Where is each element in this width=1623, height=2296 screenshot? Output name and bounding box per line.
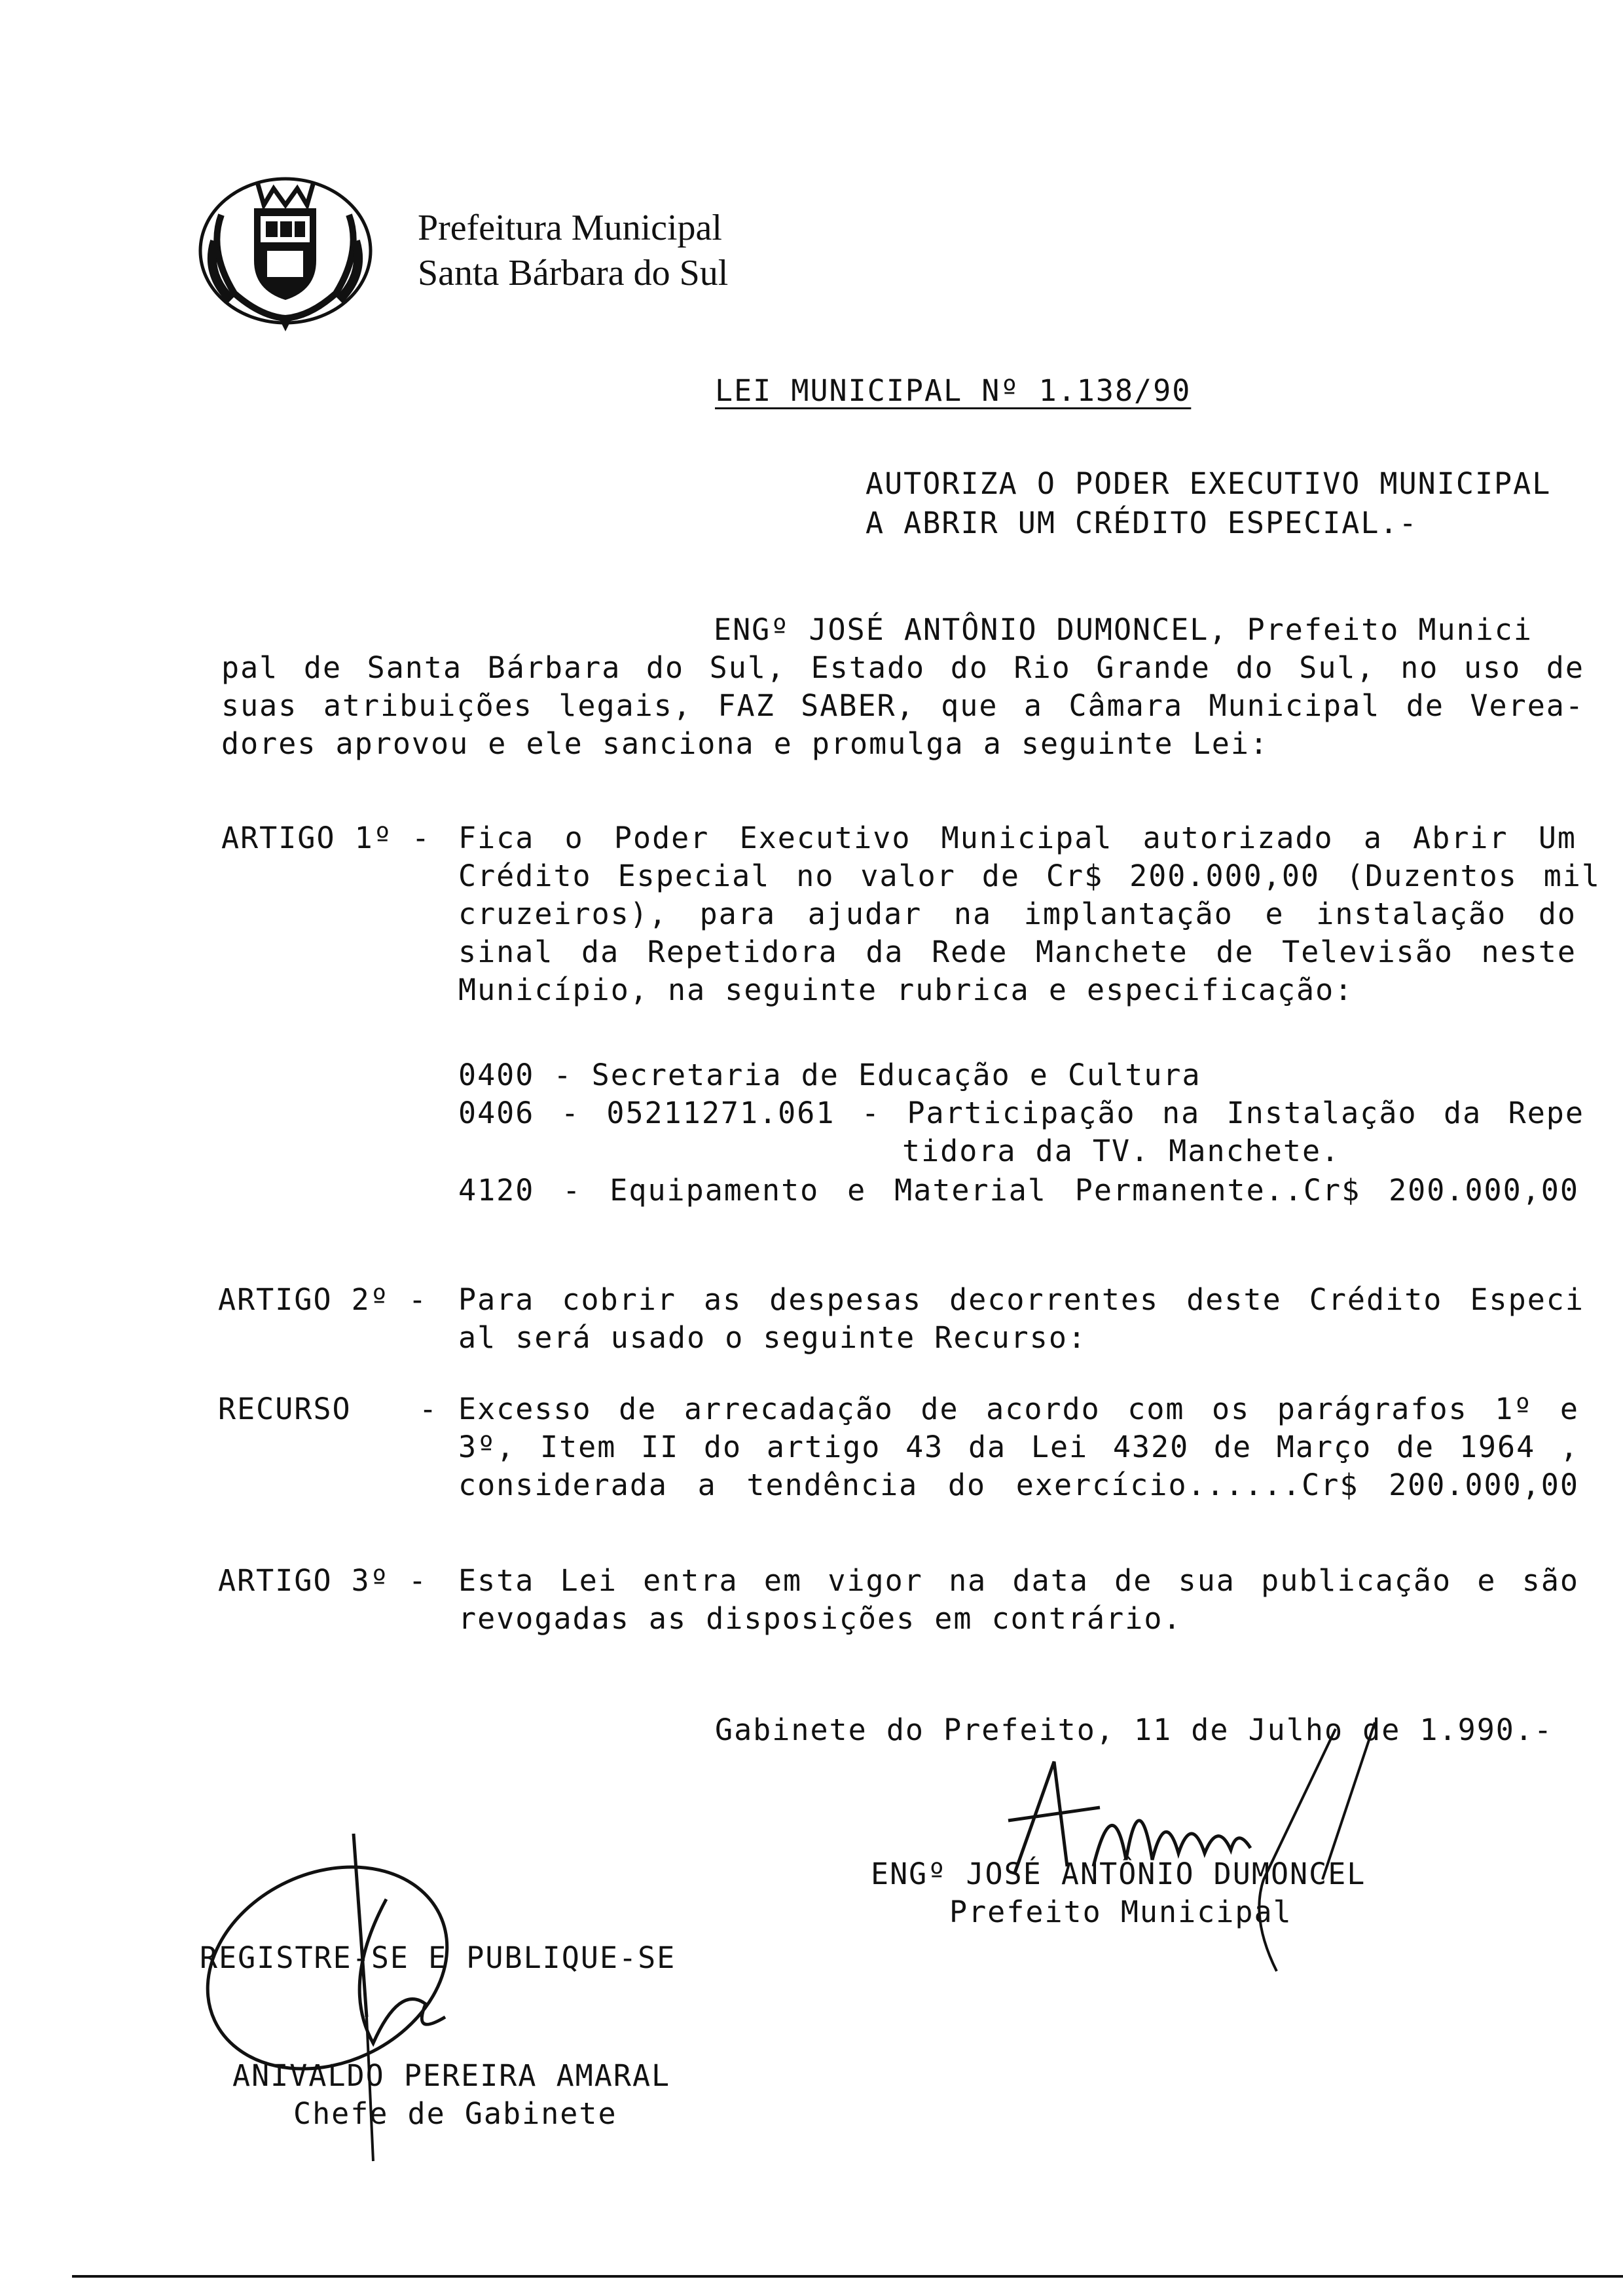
summary-line2: A ABRIR UM CRÉDITO ESPECIAL.- [866,506,1418,540]
intro-line2: pal de Santa Bárbara do Sul, Estado do Rio Grande do Sul, no uso de [221,650,1584,685]
mayor-signature [969,1709,1388,1978]
recurso-line2: 3º, Item II do artigo 43 da Lei 4320 de Março de 1964 , [458,1430,1579,1464]
intro-line1: ENGº JOSÉ ANTÔNIO DUMONCEL, Prefeito Munici [714,612,1533,647]
org-name-line1: Prefeitura Municipal [418,208,722,248]
rubrica-line2: 0406 - 05211271.061 - Participação na Instalação da Repe [458,1096,1584,1130]
law-title: LEI MUNICIPAL Nº 1.138/90 [715,373,1192,408]
summary-line1: AUTORIZA O PODER EXECUTIVO MUNICIPAL [866,466,1552,501]
coat-of-arms-logo [195,169,375,333]
signer1-name: ENGº JOSÉ ANTÔNIO DUMONCEL [871,1857,1366,1891]
recurso-line1: Excesso de arrecadação de acordo com os parágrafos 1º e [458,1392,1579,1426]
rubrica-line1: 0400 - Secretaria de Educação e Cultura [458,1058,1201,1092]
recurso-dash: - [419,1392,439,1426]
closing-place-date: Gabinete do Prefeito, 11 de Julho de 1.990.- [715,1713,1554,1747]
register-publish-text: REGISTRE-SE E PUBLIQUE-SE [200,1940,676,1975]
signer2-name: ANIVALDO PEREIRA AMARAL [232,2058,671,2093]
signer2-title: Chefe de Gabinete [293,2096,617,2131]
org-name-line2: Santa Bárbara do Sul [418,253,729,293]
artigo1-line4: sinal da Repetidora da Rede Manchete de Televisão neste [458,935,1577,969]
artigo1-label: ARTIGO 1º - [221,821,431,855]
recurso-line3: considerada a tendência do exercício......Cr$ 200.000,00 [458,1468,1579,1502]
intro-line4: dores aprovou e ele sanciona e promulga a seguinte Lei: [221,726,1269,761]
artigo1-line3: cruzeiros), para ajudar na implantação e instalação do [458,897,1577,931]
signer1-title: Prefeito Municipal [949,1895,1292,1929]
artigo2-label: ARTIGO 2º - [218,1282,428,1317]
intro-line3: suas atribuições legais, FAZ SABER, que a Câmara Municipal de Verea- [221,688,1584,723]
rubrica-line3: tidora da TV. Manchete. [902,1134,1341,1168]
artigo3-line2: revogadas as disposições em contrário. [458,1601,1182,1636]
artigo2-line1: Para cobrir as despesas decorrentes deste Crédito Especi [458,1282,1584,1317]
rubrica-line4: 4120 - Equipamento e Material Permanente..Cr$ 200.000,00 [458,1173,1579,1208]
artigo3-label: ARTIGO 3º - [218,1563,428,1598]
artigo1-line2: Crédito Especial no valor de Cr$ 200.000,00 (Duzentos mil [458,859,1601,893]
artigo1-line1: Fica o Poder Executivo Municipal autorizado a Abrir Um [458,821,1577,855]
artigo2-line2: al será usado o seguinte Recurso: [458,1320,1087,1355]
footer-rule [72,2275,1623,2278]
recurso-label: RECURSO [218,1392,352,1426]
artigo1-line5: Município, na seguinte rubrica e especificação: [458,972,1354,1007]
artigo3-line1: Esta Lei entra em vigor na data de sua publicação e são [458,1563,1579,1598]
